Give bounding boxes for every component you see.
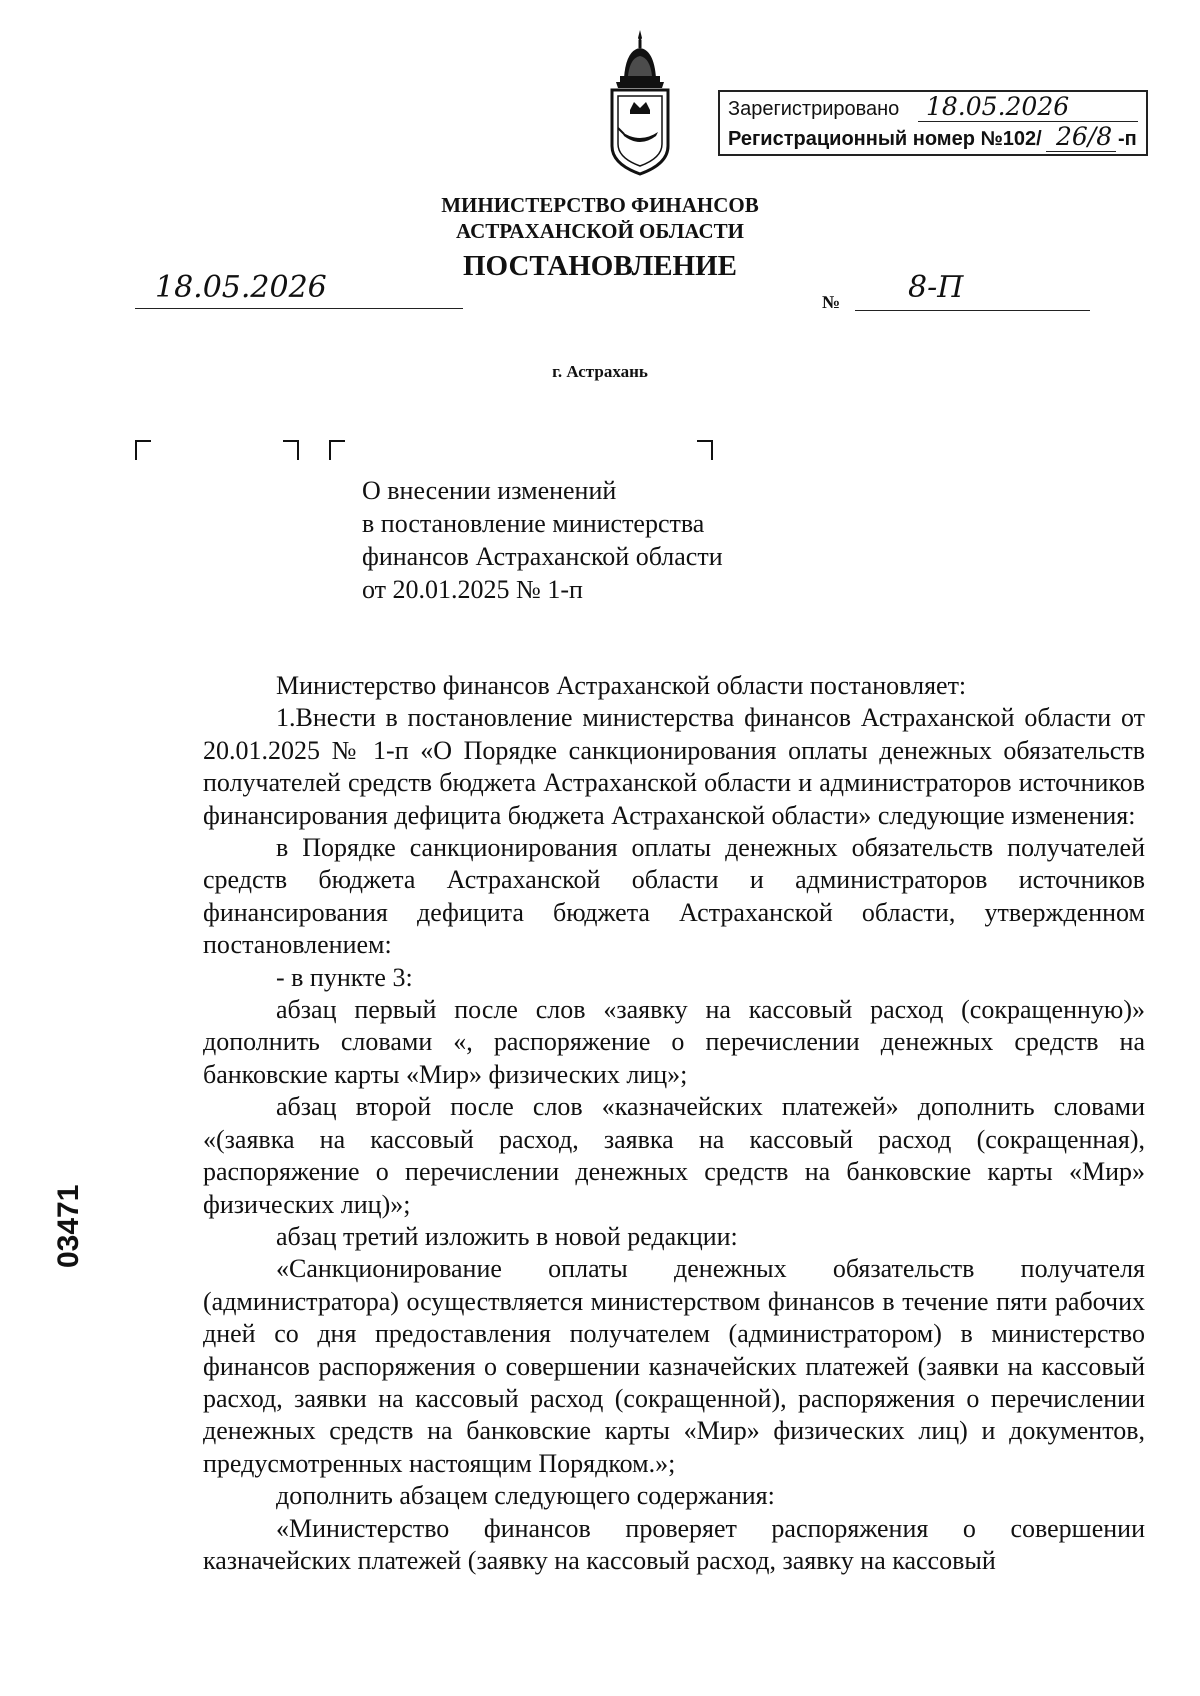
- body-paragraph-10: «Министерство финансов проверяет распоряжения о совершении казначейских платежей (заявку на кассовый расход, заявку на кассовый: [203, 1513, 1145, 1575]
- registration-stamp: [718, 90, 1148, 156]
- subject-line4: от 20.01.2025 № 1-п: [362, 575, 583, 604]
- subject-line1: О внесении изменений: [362, 476, 617, 505]
- document-number-underline: [855, 310, 1090, 311]
- ministry-name: [0, 192, 1200, 244]
- side-margin-number: 03471: [52, 1184, 85, 1268]
- city-name: г. Астрахань: [552, 362, 648, 381]
- ministry-name-line2: АСТРАХАНСКОЙ ОБЛАСТИ: [455, 219, 745, 243]
- document-number: 8-П: [908, 270, 964, 305]
- body-paragraph-3: в Порядке санкционирования оплаты денежных обязательств получателей средств бюджета Астраханской области и администраторов источников финансирования дефицита бюджета Астраханской области, утвержденном постановлением:: [203, 833, 1145, 960]
- number-sign: №: [822, 292, 841, 312]
- registration-number-underline: [1046, 151, 1116, 152]
- document-body: [203, 670, 1145, 1577]
- body-paragraph-5: абзац первый после слов «заявку на кассовый расход (сокращенную)» дополнить словами «, распоряжение о перечислении денежных средств на банковские карты «Мир» физических лиц»;: [203, 995, 1145, 1089]
- document-type-title: ПОСТАНОВЛЕНИЕ: [462, 250, 737, 282]
- registration-number-suffix: -п: [1118, 128, 1137, 150]
- registered-label: Зарегистрировано: [728, 98, 900, 120]
- body-paragraph-8: «Санкционирование оплаты денежных обязательств получателя (администратора) осуществляется министерством финансов в течение пяти рабочих дней со дня предоставления получателем (администратором) в министерство финансов распоряжения о совершении казначейских платежей (заявки на кассовый расход, заявки на кассовый расход (сокращенной), распоряжения о перечислении денежных средств на банковские карты «Мир» физических лиц) и документов, предусмотренных настоящим Порядком.»;: [203, 1254, 1145, 1478]
- corner-bracket-left-close: [283, 440, 299, 460]
- ministry-name-line1: МИНИСТЕРСТВО ФИНАНСОВ: [441, 193, 759, 217]
- body-paragraph-4: - в пункте 3:: [276, 962, 413, 992]
- document-date-underline: [135, 308, 463, 309]
- body-paragraph-1: Министерство финансов Астраханской области постановляет:: [276, 671, 967, 700]
- corner-bracket-left-open: [135, 440, 151, 460]
- corner-bracket-right-open: [329, 440, 345, 460]
- body-paragraph-7: абзац третий изложить в новой редакции:: [276, 1221, 738, 1251]
- body-paragraph-6: абзац второй после слов «казначейских платежей» дополнить словами «(заявка на кассовый расход, заявка на кассовый расход (сокращенная), распоряжение о перечислении денежных средств на банковские карты «Мир» физических лиц)»;: [203, 1092, 1145, 1219]
- body-paragraph-2: 1.Внести в постановление министерства финансов Астраханской области от 20.01.2025 № 1-п «О Порядке санкционирования оплаты денежных обязательств получателей средств бюджета Астраханской области и администраторов источников финансирования дефицита бюджета Астраханской области» следующие изменения:: [203, 703, 1145, 830]
- coat-of-arms-emblem: [604, 28, 676, 178]
- registered-date: 18.05.2026: [926, 92, 1070, 121]
- corner-bracket-right-close: [697, 440, 713, 460]
- registration-number-value: 26/8: [1056, 122, 1113, 151]
- document-date: 18.05.2026: [155, 270, 327, 305]
- subject-line2: в постановление министерства: [362, 509, 705, 538]
- document-subject: [362, 474, 723, 606]
- registration-number-label: Регистрационный номер №102/: [728, 128, 1042, 150]
- body-paragraph-9: дополнить абзацем следующего содержания:: [276, 1481, 775, 1511]
- subject-line3: финансов Астраханской области: [362, 542, 723, 571]
